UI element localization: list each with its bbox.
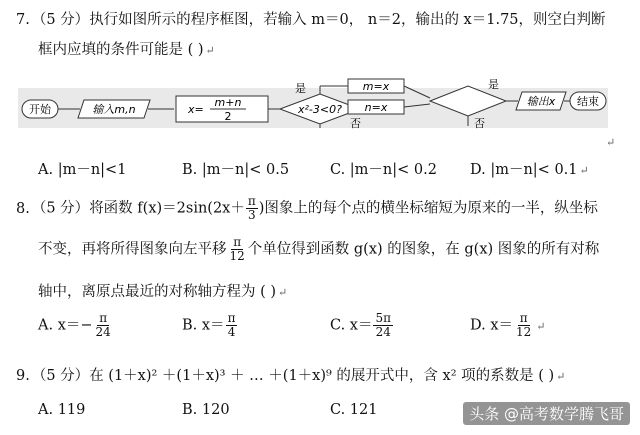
q7-line2 — [38, 38, 215, 59]
q7-text-line1: 执行如图所示的程序框图，若输入 m＝0， n＝2，输出的 x＝1.75，则空白判断 — [89, 12, 606, 28]
blank-yes-label: 是 — [488, 78, 499, 91]
q7-option-a: A. |m－n|<1 — [38, 162, 127, 178]
q8-option-a-den: 24 — [95, 325, 111, 339]
q8-option-b-num: π — [227, 311, 236, 325]
q8-option-b-label: B. x＝ — [182, 317, 225, 334]
blank-no-label: 否 — [474, 117, 485, 130]
q8-line2 — [38, 236, 599, 263]
assign-x-denominator: 2 — [224, 110, 232, 123]
condition-yes-label: 是 — [295, 82, 306, 95]
q8-line2-frac-num: π — [233, 235, 242, 249]
q8-score: （5 分） — [31, 200, 90, 217]
q8-line2-frac-den: 12 — [229, 249, 245, 263]
q8-option-c-fraction — [373, 312, 393, 339]
q8-option-a-fraction — [94, 312, 113, 339]
q7-number: 7. — [16, 12, 30, 28]
q7-option-b: B. |m－n|< 0.5 — [182, 162, 290, 178]
q9-option-b: B. 120 — [182, 402, 230, 418]
q8-option-b-fraction — [226, 312, 238, 339]
q7-text-line2: 框内应填的条件可能是 ( ) — [38, 42, 204, 58]
q8-option-c-label: C. x＝ — [330, 317, 373, 334]
q8-option-d-fraction — [514, 312, 533, 339]
q8-line2-b: 个单位得到函数 g(x) 的图象，在 g(x) 图象的所有对称 — [247, 241, 600, 258]
q8-line3-text: 轴中，离原点最近的对称轴方程为 ( ) — [38, 284, 277, 300]
assign-x-numerator: m+n — [214, 96, 242, 109]
q8-option-c-den: 24 — [375, 325, 391, 339]
q8-line1-frac-den: 3 — [247, 208, 256, 222]
q7-score: （5 分） — [31, 12, 90, 28]
assign-n-label: n=x — [364, 101, 388, 114]
q8-option-d-label: D. x＝ — [470, 317, 514, 334]
q8-line2-fraction — [228, 236, 247, 263]
return-mark-icon: ↵ — [606, 136, 616, 149]
return-mark-icon: ↵ — [579, 164, 589, 177]
q9-text: 在 (1＋x)² ＋(1＋x)³ ＋ … ＋(1＋x)⁹ 的展开式中，含 x² 项的系数是 ( ) — [89, 368, 555, 384]
q8-number: 8. — [16, 200, 30, 217]
q8-option-a-num: π — [99, 311, 108, 325]
end-label: 结束 — [577, 95, 599, 108]
return-mark-icon: ↵ — [278, 286, 288, 299]
q8-line1-a: 将函数 f(x)＝2sin(2x＋ — [89, 200, 245, 217]
assign-m-label: m=x — [362, 80, 390, 93]
q8-option-c — [330, 312, 394, 339]
q8-option-a-label: A. x＝− — [38, 317, 93, 334]
assign-x-prefix: x= — [188, 103, 204, 116]
q8-line3 — [38, 280, 287, 301]
q8-option-b-den: 4 — [227, 325, 236, 339]
q7-option-d — [470, 158, 589, 179]
watermark: 头条 @高考数学腾飞哥 — [463, 402, 630, 425]
q9-number: 9. — [16, 368, 30, 384]
start-label: 开始 — [29, 103, 51, 116]
return-mark-icon: ↵ — [536, 319, 546, 333]
output-label: 输出x — [526, 95, 556, 108]
q7-option-d-text: D. |m－n|< 0.1 — [470, 162, 578, 178]
q8-option-d-den: 12 — [516, 325, 532, 339]
q8-option-a — [38, 312, 114, 339]
program-flowchart — [18, 78, 608, 130]
return-mark-icon: ↵ — [205, 44, 215, 57]
q8-option-d — [470, 312, 546, 339]
q9-option-a: A. 119 — [38, 402, 86, 418]
q9-score: （5 分） — [31, 368, 90, 384]
q8-line2-a: 不变，再将所得图象向左平移 — [38, 241, 227, 258]
q7-line1 — [16, 8, 606, 29]
q8-option-b — [182, 312, 238, 339]
q8-option-d-num: π — [519, 311, 528, 325]
q8-option-c-num: 5π — [375, 311, 392, 325]
q8-line1-fraction — [246, 195, 258, 222]
q9-option-c: C. 121 — [330, 402, 378, 418]
q8-line1-frac-num: π — [247, 194, 256, 208]
q7-option-c: C. |m－n|< 0.2 — [330, 162, 437, 178]
condition-no-label: 否 — [350, 117, 361, 130]
q8-line1-b: )图象上的每个点的横坐标缩短为原来的一半，纵坐标 — [258, 200, 598, 217]
q8-line1 — [16, 195, 598, 222]
q9-line1 — [16, 364, 565, 385]
condition-label: x²-3<0? — [298, 103, 342, 116]
input-label: 输入m,n — [92, 103, 136, 116]
return-mark-icon: ↵ — [556, 370, 566, 383]
